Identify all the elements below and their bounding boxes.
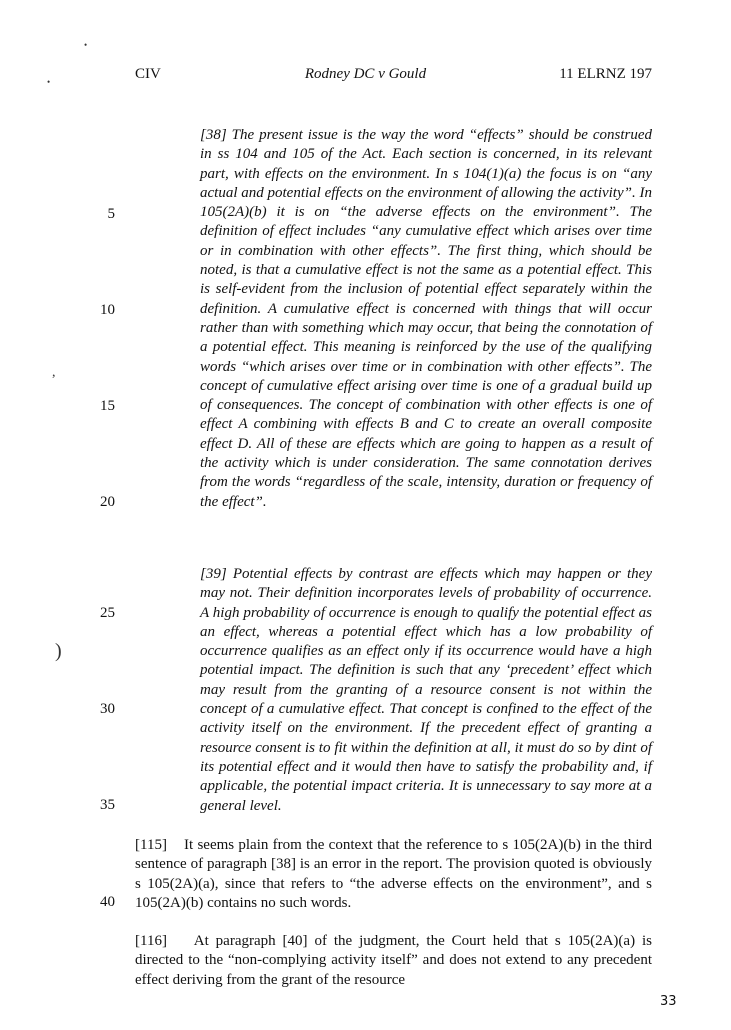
line-number: 35 [100, 797, 115, 813]
paragraph-116 [135, 932, 656, 990]
quoted-paragraph-38-text: [38] The present issue is the way the word “effects” should be construed in ss 104 and 105 of the Act. Each section is concerned, in its relevant part, with effects on the environment. In s 104(1)(a) the focus is on “any actual and potential effects on the environment of allowing the activity”. In 105(2A)(b) it is on “the adverse effects on the environment”. The definition of effect includes “any cumulative effect which arises over time or in combination with other effects”. The first thing, which should be noted, is that a cumulative effect is not the same as a potential effect. This is self-evident from the inclusion of potential effect separately within the definition. A cumulative effect is concerned with things that will occur rather than with something which may occur, that being the connotation of a potential effect. This meaning is reinforced by the use of the qualifying words “which arises over time or in combination with other effects”. The concept of cumulative effect arising over time is one of a gradual build up of consequences. The concept of combination with other effects is one of effect A combining with effects B and C to create an overall composite effect D. All of these are effects which are going to happen as a result of the activity which is under consideration. The same connotation derives from the words “regardless of the scale, intensity, duration or frequency of the effect”. [200, 127, 652, 510]
line-number: 25 [100, 605, 115, 621]
paragraph-115-text: [115] It seems plain from the context that the reference to s 105(2A)(b) in the third sentence of paragraph [38] is an error in the report. The provision quoted is obviously s 105(2A)(a), since that refers to “the adverse effects on the environment”, and s 105(2A)(b) contains no such words. [135, 837, 656, 911]
paragraph-116-text: [116] At paragraph [40] of the judgment, the Court held that s 105(2A)(a) is directed to the “non-complying activity itself” and does not extend to any precedent effect deriving from the grant of the resource [135, 933, 656, 988]
paragraph-115 [135, 836, 656, 913]
running-header-left: CIV [135, 66, 161, 82]
scan-mark: • [84, 40, 88, 50]
line-number: 30 [100, 701, 115, 717]
scan-mark: , [52, 365, 56, 380]
line-number: 10 [100, 302, 115, 318]
quoted-paragraph-38 [200, 126, 652, 512]
line-number: 20 [100, 494, 115, 510]
running-header-title: Rodney DC v Gould [304, 66, 427, 82]
line-number: 15 [100, 398, 115, 414]
line-number: 40 [100, 894, 115, 910]
running-header-citation: 11 ELRNZ 197 [559, 66, 652, 82]
scan-mark: • [47, 77, 51, 87]
page-number: 33 [660, 994, 677, 1009]
scan-mark: ) [55, 640, 62, 662]
quoted-paragraph-39-text: [39] Potential effects by contrast are effects which may happen or they may not. Their definition incorporates levels of probability of occurrence. A high probability of occurrence is enough to qualify the potential effect as an effect, whereas a potential effect which has a low probability of occurrence qualifies as an effect only if its occurrence would have a high potential impact. The definition is such that any ‘precedent’ effect which may result from the granting of a resource consent is not within the concept of a cumulative effect. That concept is confined to the effect of the activity itself on the environment. If the precedent effect of granting a resource consent is to fit within the definition at all, it must do so by dint of its potential effect and it would then have to satisfy the probability and, if applicable, the potential impact criteria. It is unnecessary to say more at a general level. [200, 566, 652, 814]
line-number: 5 [107, 206, 115, 222]
quoted-paragraph-39 [200, 565, 652, 816]
